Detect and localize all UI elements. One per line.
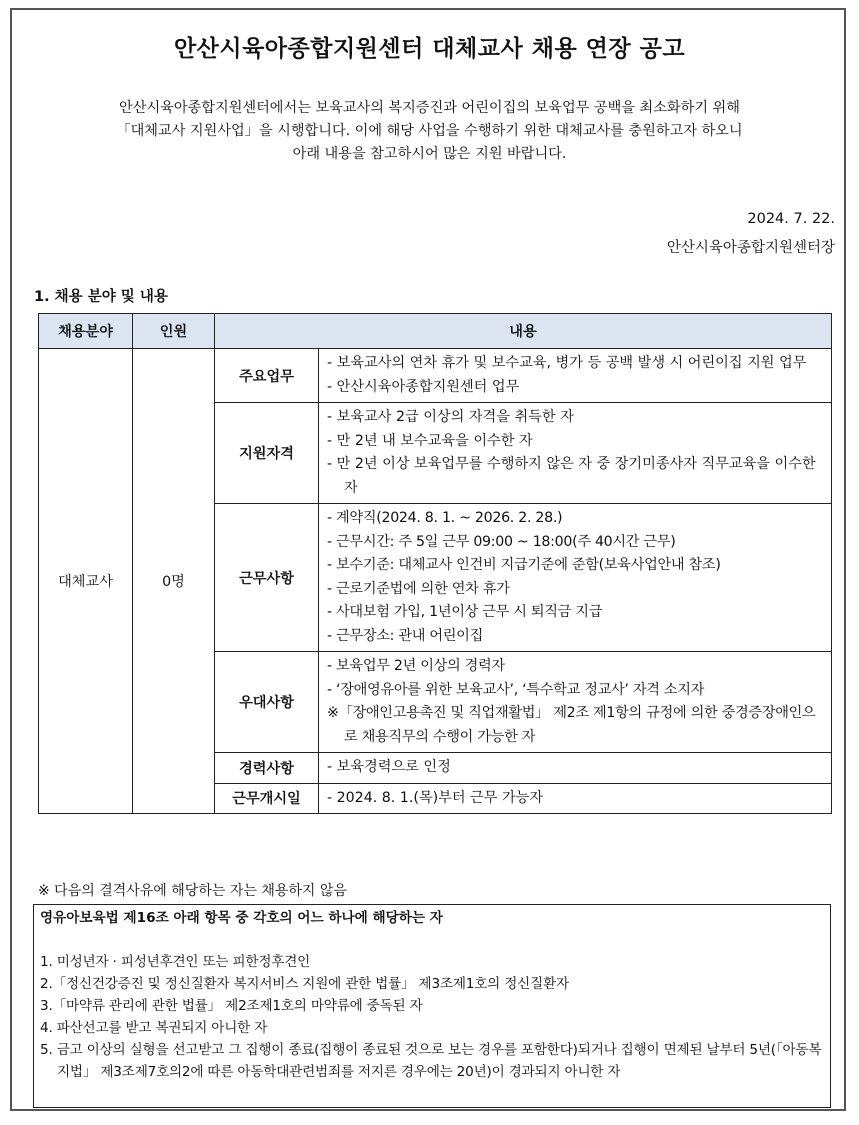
list-item: 4. 파산선고를 받고 복권되지 아니한 자: [40, 1020, 268, 1036]
intro-line: 안산시육아종합지원센터에서는 보육교사의 복지증진과 어린이집의 보육업무 공백을 최소화하기 위해: [119, 100, 740, 116]
list-item: - 보육교사 2급 이상의 자격을 취득한 자: [327, 409, 574, 425]
row-content: [319, 753, 832, 784]
row-label: 근무사항: [215, 504, 319, 652]
intro-line: 아래 내용을 참고하시어 많은 지원 바랍니다.: [292, 146, 567, 162]
row-content: [319, 403, 832, 504]
list-item: - 만 2년 이상 보육업무를 수행하지 않은 자 중 장기미종사자 직무교육을 이수한 자: [327, 456, 816, 496]
list-item: 2.「정신건강증진 및 정신질환자 복지서비스 지원에 관한 법률」 제3조제1호의 정신질환자: [40, 976, 569, 992]
list-item: - 사대보험 가입, 1년이상 근무 시 퇴직금 지급: [327, 604, 603, 620]
list-item: ※「장애인고용촉진 및 직업재활법」 제2조 제1항의 규정에 의한 중경증장애인으로 채용직무의 수행이 가능한 자: [327, 705, 816, 745]
list-item: - 근무장소: 관내 어린이집: [327, 627, 483, 644]
list-item: 5. 금고 이상의 실형을 선고받고 그 집행이 종료(집행이 종료된 것으로 보는 경우를 포함한다)되거나 집행이 면제된 날부터 5년(「아동복지법」 제3조제7호의2에 따른 아동학대관련범죄를 저지른 경우에는 20년)이 경과되지 아니한 자: [40, 1042, 822, 1080]
row-label: 지원자격: [215, 403, 319, 504]
row-content: [319, 783, 832, 814]
header-category: 채용분야: [39, 314, 133, 349]
list-item: - ‘장애영유아를 위한 보육교사’, ‘특수학교 정교사’ 자격 소지자: [327, 681, 705, 698]
row-content: [319, 652, 832, 753]
row-label: 우대사항: [215, 652, 319, 753]
recruitment-table: [38, 313, 832, 814]
disqualification-box: [33, 904, 831, 1108]
list-item: - 보육교사의 연차 휴가 및 보수교육, 병가 등 공백 발생 시 어린이집 지원 업무: [327, 355, 807, 371]
notice-date: 2024. 7. 22.: [747, 211, 835, 227]
list-item: - 보육업무 2년 이상의 경력자: [327, 658, 505, 674]
row-label: 근무개시일: [215, 783, 319, 814]
list-item: - 계약직(2024. 8. 1. ~ 2026. 2. 28.): [327, 510, 563, 526]
row-content: [319, 504, 832, 652]
intro-line: 「대체교사 지원사업」을 시행합니다. 이에 해당 사업을 수행하기 위한 대체교사를 충원하고자 하오니: [116, 123, 743, 139]
list-item: - 근무시간: 주 5일 근무 09:00 ~ 18:00(주 40시간 근무): [327, 533, 676, 550]
table-header-row: [39, 314, 832, 349]
header-content: 내용: [215, 314, 832, 349]
category-cell: 대체교사: [39, 349, 133, 814]
list-item: - 만 2년 내 보수교육을 이수한 자: [327, 432, 533, 449]
list-item: 3.「마약류 관리에 관한 법률」 제2조제1호의 마약류에 중독된 자: [40, 998, 423, 1014]
row-label: 주요업무: [215, 349, 319, 403]
row-label: 경력사항: [215, 753, 319, 784]
list-item: - 안산시육아종합지원센터 업무: [327, 378, 520, 395]
issuer-name: 안산시육아종합지원센터장: [666, 240, 835, 256]
list-item: 1. 미성년자 · 피성년후견인 또는 피한정후견인: [40, 954, 311, 970]
count-cell: 0명: [133, 349, 215, 814]
list-item: - 2024. 8. 1.(목)부터 근무 가능자: [327, 789, 544, 806]
list-item: - 보육경력으로 인정: [327, 759, 451, 775]
page-title: 안산시육아종합지원센터 대체교사 채용 연장 공고: [173, 36, 686, 62]
box-title: 영유아보육법 제16조 아래 항목 중 각호의 어느 하나에 해당하는 자: [40, 910, 443, 926]
intro-paragraph: [0, 97, 859, 166]
header-count: 인원: [133, 314, 215, 349]
list-item: - 보수기준: 대체교사 인건비 지급기준에 준함(보육사업안내 참조): [327, 557, 721, 573]
list-item: - 근로기준법에 의한 연차 휴가: [327, 580, 510, 597]
section-title: 1. 채용 분야 및 내용: [34, 289, 168, 305]
disqualification-note: ※ 다음의 결격사유에 해당하는 자는 채용하지 않음: [38, 883, 347, 899]
table-row: [39, 349, 832, 403]
row-content: [319, 349, 832, 403]
